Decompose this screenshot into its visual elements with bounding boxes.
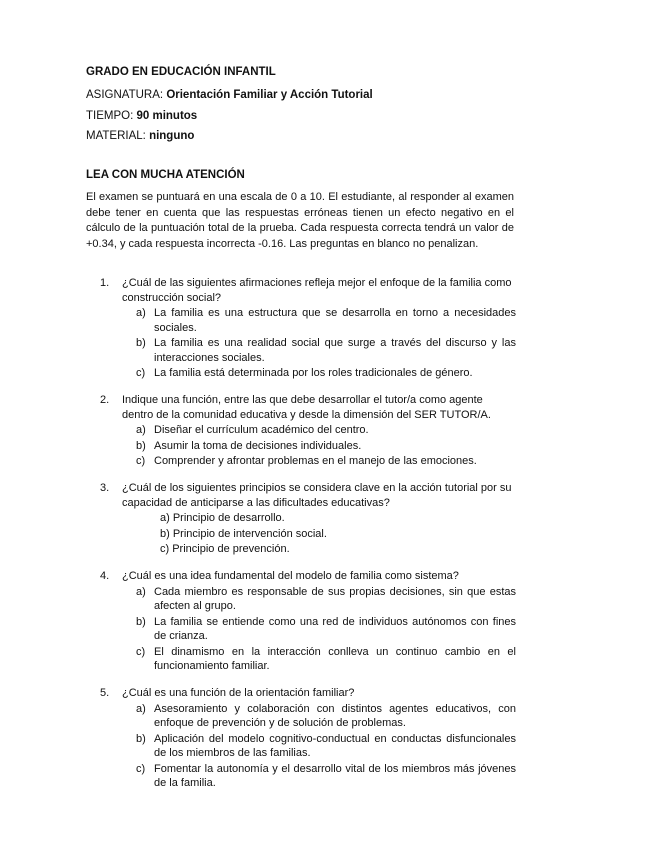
question-text: ¿Cuál de las siguientes afirmaciones refleja mejor el enfoque de la familia como construcción social? xyxy=(122,277,512,304)
option-b: b) Asumir la toma de decisiones individuales. xyxy=(136,439,362,452)
question-3 xyxy=(100,481,516,558)
option-b: b) Aplicación del modelo cognitivo-conductual en conductas disfuncionales de los miembros de las familias. xyxy=(136,732,516,759)
question-number: 3. xyxy=(100,482,110,494)
question-number: 1. xyxy=(100,277,110,289)
question-1 xyxy=(100,276,516,382)
question-4 xyxy=(100,569,516,675)
option-c: c) La familia está determinada por los roles tradicionales de género. xyxy=(136,367,473,379)
question-text: ¿Cuál es una idea fundamental del modelo de familia como sistema? xyxy=(122,570,459,582)
option-b: b) La familia se entiende como una red de individuos autónomos con fines de crianza. xyxy=(136,615,516,642)
question-number: 5. xyxy=(100,687,110,699)
option-a: a) Principio de desarrollo. xyxy=(160,512,285,524)
option-c: c) Fomentar la autonomía y el desarrollo vital de los miembros más jóvenes de la familia. xyxy=(136,762,516,789)
question-number: 2. xyxy=(100,394,110,406)
degree-title: GRADO EN EDUCACIÓN INFANTIL xyxy=(86,66,276,78)
question-number: 4. xyxy=(100,570,110,582)
notice-text: El examen se puntuará en una escala de 0 a 10. El estudiante, al responder al examen debe tener en cuenta que las respuestas erróneas tienen un efecto negativo en el cálculo de la puntuación total de la prueba. Cada respuesta correcta tendrá un valor de +0.34, y cada respuesta incorrecta -0.16. Las preguntas en blanco no penalizan. xyxy=(86,191,514,250)
question-5 xyxy=(100,686,516,792)
option-c: c) El dinamismo en la interacción conlleva un continuo cambio en el funcionamiento familiar. xyxy=(136,645,516,672)
notice-title: LEA CON MUCHA ATENCIÓN xyxy=(86,169,245,181)
option-b: b) La familia es una realidad social que surge a través del discurso y las interacciones sociales. xyxy=(136,337,516,364)
time-line: TIEMPO: 90 minutos xyxy=(86,110,198,122)
option-a: a) Diseñar el currículum académico del centro. xyxy=(136,424,369,436)
option-b: b) Principio de intervención social. xyxy=(160,527,327,540)
material-line: MATERIAL: ninguno xyxy=(86,130,195,142)
question-text: ¿Cuál es una función de la orientación familiar? xyxy=(122,687,355,699)
question-2 xyxy=(100,393,516,470)
option-a: a) La familia es una estructura que se desarrolla en torno a necesidades sociales. xyxy=(136,307,516,334)
option-c: c) Comprender y afrontar problemas en el manejo de las emociones. xyxy=(136,455,477,467)
question-text: Indique una función, entre las que debe desarrollar el tutor/a como agente dentro de la comunidad educativa y desde la dimensión del SER TUTOR/A. xyxy=(122,394,491,421)
question-text: ¿Cuál de los siguientes principios se considera clave en la acción tutorial por su capacidad de anticiparse a las dificultades educativas? xyxy=(122,482,512,509)
option-a: a) Cada miembro es responsable de sus propias decisiones, sin que estas afecten al grupo. xyxy=(136,585,516,612)
subject-line: ASIGNATURA: Orientación Familiar y Acción Tutorial xyxy=(86,89,373,101)
option-c: c) Principio de prevención. xyxy=(160,543,290,555)
option-a: a) Asesoramiento y colaboración con distintos agentes educativos, con enfoque de prevención y de solución de problemas. xyxy=(136,702,516,729)
